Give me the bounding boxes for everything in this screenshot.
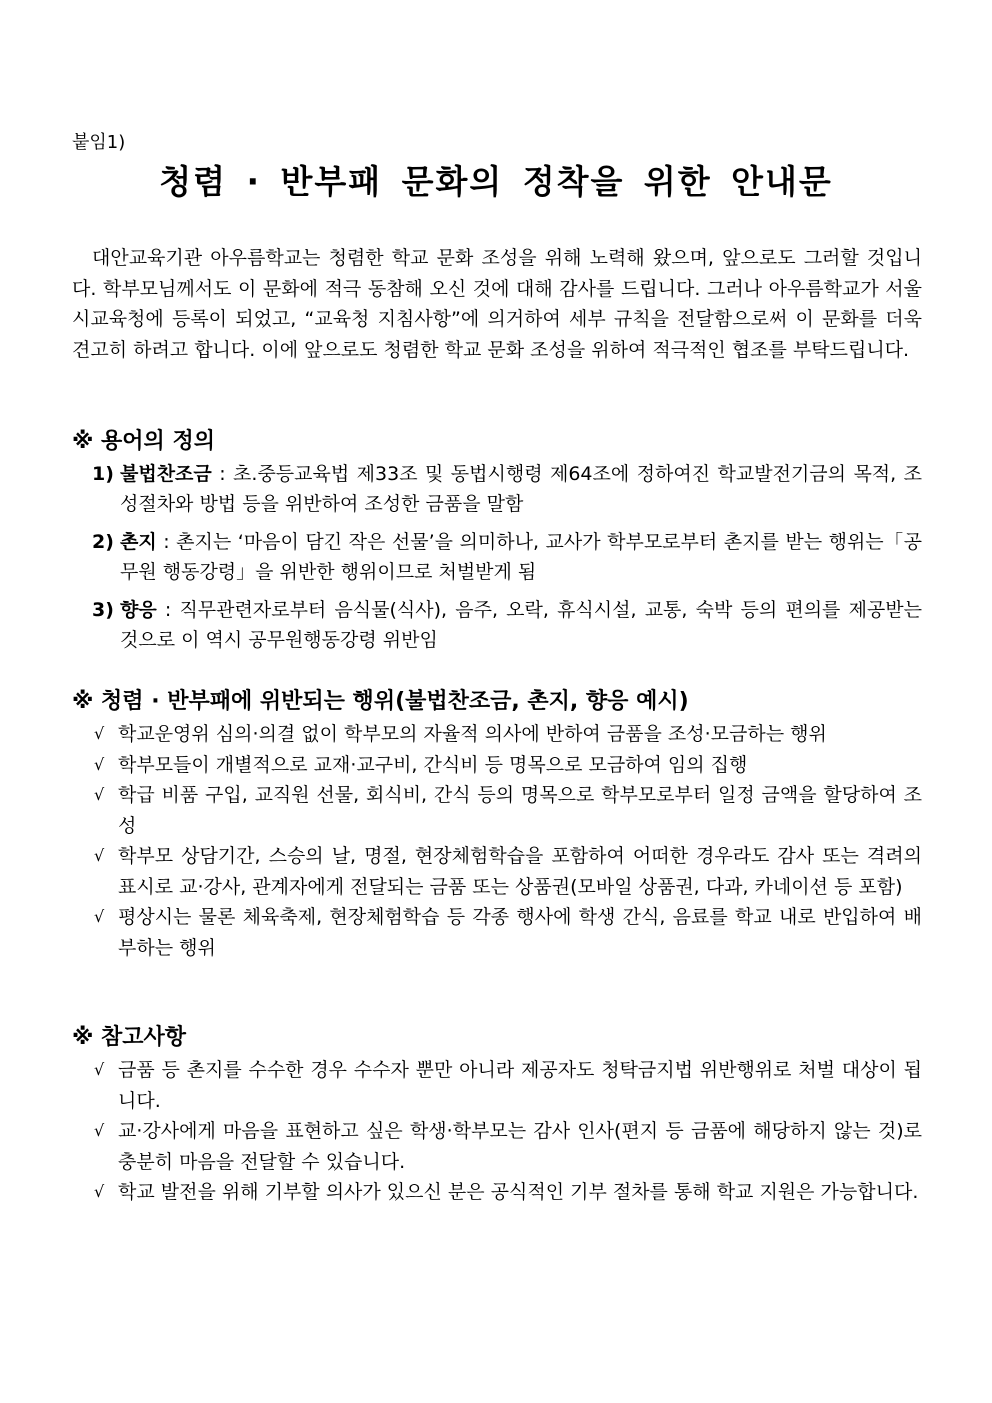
check-mark-icon: √ xyxy=(94,1182,105,1201)
definition-number: 2) xyxy=(92,531,114,553)
definition-desc: : 촌지는 ‘마음이 담긴 작은 선물’을 의미하나, 교사가 학부모로부터 촌지를 받는 행위는「공무원 행동강령」을 위반한 행위이므로 처벌받게 됨 xyxy=(120,531,922,583)
check-mark-icon: √ xyxy=(94,907,105,926)
definition-desc: : 초.중등교육법 제33조 및 동법시행령 제64조에 정하여진 학교발전기금의 목적, 조성절차와 방법 등을 위반하여 조성한 금품을 말함 xyxy=(120,463,922,515)
definition-term: 불법찬조금 xyxy=(120,463,212,485)
violation-text: 학부모들이 개별적으로 교재·교구비, 간식비 등 명목으로 모금하여 임의 집행 xyxy=(118,753,748,776)
reference-text: 교·강사에게 마음을 표현하고 싶은 학생·학부모는 감사 인사(편지 등 금품에 해당하지 않는 것)로 충분히 마음을 전달할 수 있습니다. xyxy=(118,1120,922,1173)
definition-term: 촌지 xyxy=(120,531,157,553)
definition-item xyxy=(72,527,922,587)
violation-text: 평상시는 물론 체육축제, 현장체험학습 등 각종 행사에 학생 간식, 음료를 학교 내로 반입하여 배부하는 행위 xyxy=(118,906,922,959)
violation-item xyxy=(72,719,922,750)
violations-heading: ※ 청렴 · 반부패에 위반되는 행위(불법찬조금, 촌지, 향응 예시) xyxy=(72,689,689,714)
definitions-section xyxy=(72,424,922,663)
reference-text: 학교 발전을 위해 기부할 의사가 있으신 분은 공식적인 기부 절차를 통해 학교 지원은 가능합니다. xyxy=(118,1181,919,1203)
reference-text: 금품 등 촌지를 수수한 경우 수수자 뿐만 아니라 제공자도 청탁금지법 위반행위로 처벌 대상이 됩니다. xyxy=(118,1059,922,1112)
reference-item xyxy=(72,1116,922,1177)
violations-section xyxy=(72,684,922,963)
check-mark-icon: √ xyxy=(94,754,105,774)
definition-desc: : 직무관련자로부터 음식물(식사), 음주, 오락, 휴식시설, 교통, 숙박 등의 편의를 제공받는 것으로 이 역시 공무원행동강령 위반임 xyxy=(120,599,922,651)
violation-item xyxy=(72,750,922,781)
check-mark-icon: √ xyxy=(94,1060,105,1079)
violation-item xyxy=(72,841,922,902)
reference-item xyxy=(72,1055,922,1116)
check-mark-icon: √ xyxy=(94,1121,105,1140)
definitions-heading: ※ 용어의 정의 xyxy=(72,429,215,454)
violation-item xyxy=(72,902,922,963)
definition-term: 향응 xyxy=(120,599,157,621)
attachment-label: 붙임1) xyxy=(72,132,126,153)
references-section xyxy=(72,1020,922,1208)
definition-item xyxy=(72,595,922,655)
violation-text: 학부모 상담기간, 스승의 날, 명절, 현장체험학습을 포함하여 어떠한 경우라도 감사 또는 격려의 표시로 교·강사, 관계자에게 전달되는 금품 또는 상품권(모바일 상품권, 다과, 카네이션 등 포함) xyxy=(118,845,922,898)
reference-item xyxy=(72,1177,922,1208)
violation-text: 학교운영위 심의·의결 없이 학부모의 자율적 의사에 반하여 금품을 조성·모금하는 행위 xyxy=(118,723,827,745)
violation-item xyxy=(72,780,922,841)
check-mark-icon: √ xyxy=(94,724,105,743)
check-mark-icon: √ xyxy=(94,846,105,865)
references-heading: ※ 참고사항 xyxy=(72,1025,187,1050)
check-mark-icon: √ xyxy=(94,785,105,804)
definition-number: 1) xyxy=(92,463,114,485)
document-title: 청렴 · 반부패 문화의 정착을 위한 안내문 xyxy=(159,162,833,201)
violation-text: 학급 비품 구입, 교직원 선물, 회식비, 간식 등의 명목으로 학부모로부터 일정 금액을 할당하여 조성 xyxy=(118,784,922,837)
intro-paragraph: 대안교육기관 아우름학교는 청렴한 학교 문화 조성을 위해 노력해 왔으며, 앞으로도 그러할 것입니다. 학부모님께서도 이 문화에 적극 동참해 오신 것에 대해 감사를 드립니다. 그러나 아우름학교가 서울시교육청에 등록이 되었고, “교육청 지침사항”에 의거하여 세부 규칙을 전달함으로써 이 문화를 더욱 견고히 하려고 합니다. 이에 앞으로도 청렴한 학교 문화 조성을 위하여 적극적인 협조를 부탁드립니다. xyxy=(72,247,922,361)
definition-number: 3) xyxy=(92,599,114,621)
definition-item xyxy=(72,459,922,519)
